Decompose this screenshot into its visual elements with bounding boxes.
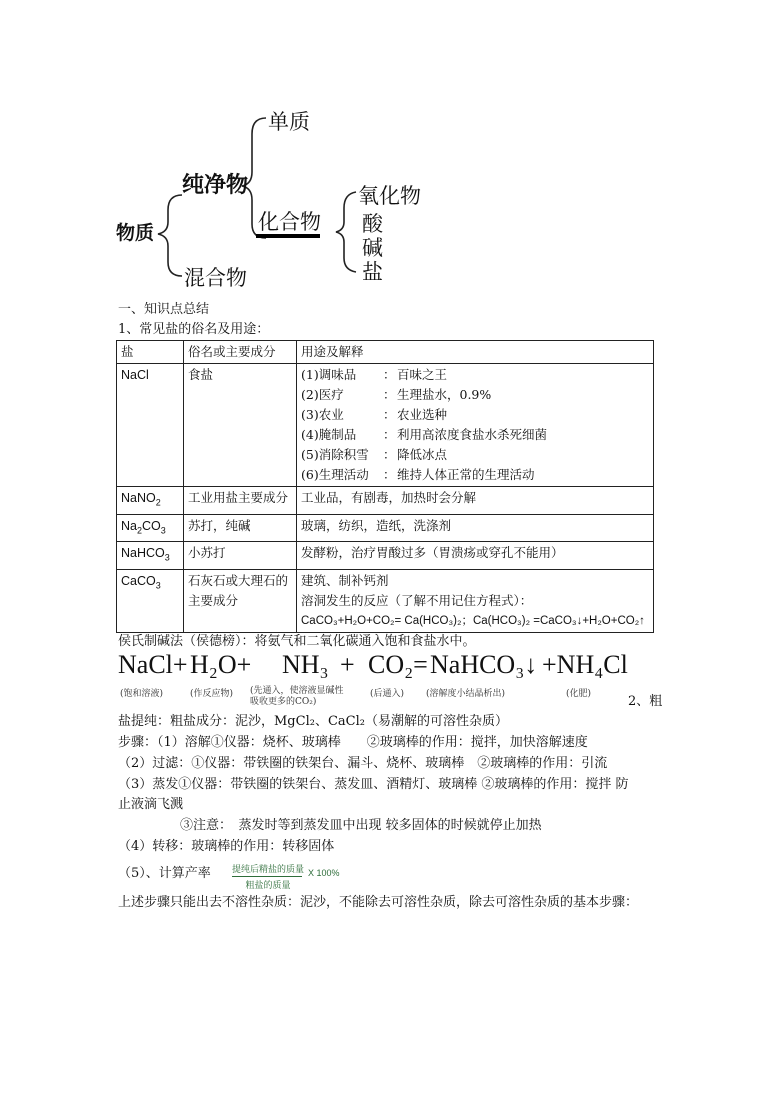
tree-element: 单质 <box>268 110 310 134</box>
cell-caco3-alias: 石灰石或大理石的主要成分 <box>184 569 297 632</box>
brace-root <box>158 195 182 276</box>
step-yield: （5）、计算产率 <box>118 866 211 881</box>
formula-sub: 3 <box>160 525 166 535</box>
cell-nano2 <box>117 487 184 515</box>
cell-na2co3 <box>117 514 184 542</box>
salt-table <box>116 340 654 633</box>
step-evaporate-note: ③注意： 蒸发时等到蒸发皿中出现 较多固体的时候就停止加热 <box>180 818 542 833</box>
note-reactant: (作反应物) <box>190 689 234 699</box>
use-row <box>301 405 649 425</box>
cell-na2co3-alias: 苏打，纯碱 <box>184 514 297 542</box>
step-transfer: （4）转移：玻璃棒的作用：转移固体 <box>118 839 335 854</box>
use-value: 生理盐水，0.9% <box>397 387 492 402</box>
cell-nacl-alias: 食盐 <box>184 364 297 487</box>
note-later: (后通入) <box>370 689 405 699</box>
table-header-row <box>117 341 654 364</box>
use-sep: ： <box>383 407 396 422</box>
eq-nh4cl: +NH₄Cl <box>542 650 628 679</box>
use-row <box>301 365 649 385</box>
caco3-use-1: 建筑、制补钙剂 <box>301 572 389 588</box>
fraction-bar <box>232 876 302 877</box>
eq-co2: CO₂= <box>368 650 428 679</box>
tree-compound: 化合物 <box>258 210 321 234</box>
cell-nahco3 <box>117 542 184 570</box>
table-row-nacl <box>117 364 654 487</box>
formula-main: NaNO <box>121 491 156 505</box>
cell-nacl-uses <box>297 364 654 487</box>
formula-sub: 2 <box>136 525 142 535</box>
purify-intro: 盐提纯：粗盐成分：泥沙，MgCl₂、CaCl₂（易潮解的可溶性杂质） <box>118 714 508 729</box>
use-value: 维持人体正常的生理活动 <box>397 467 535 482</box>
use-key: (2)医疗 <box>301 387 344 402</box>
use-row <box>301 385 649 405</box>
header-salt: 盐 <box>117 341 184 364</box>
use-key: (4)腌制品 <box>301 427 357 442</box>
caco3-use-2: 溶洞发生的反应（了解不用记住方程式）： <box>301 592 533 608</box>
use-sep: ： <box>383 367 396 382</box>
caco3-equation: CaCO₃+H₂O+CO₂= Ca(HCO₃)₂；Ca(HCO₃)₂ =CaCO₃↓+H₂O+CO₂↑ <box>301 614 645 627</box>
eq-plus: + <box>340 650 355 679</box>
use-value: 利用高浓度食盐水杀死细菌 <box>397 427 548 442</box>
cell-nano2-alias: 工业用盐主要成分 <box>184 487 297 515</box>
step-evaporate: （3）蒸发①仪器：带铁圈的铁架台、蒸发皿、酒精灯、玻璃棒 ②玻璃棒的作用：搅拌 防 <box>118 777 629 792</box>
yield-numerator: 提纯后精盐的质量 <box>232 865 305 875</box>
table-row-caco3 <box>117 569 654 632</box>
formula-main: CaCO <box>121 573 156 588</box>
note-fertilizer: (化肥) <box>566 689 592 699</box>
use-key: (1)调味品 <box>301 367 357 382</box>
tree-kind-acid: 酸 <box>362 212 383 236</box>
eq-nahco3: NaHCO₃↓ <box>430 650 538 679</box>
formula-sub: 3 <box>164 552 170 563</box>
tree-kind-oxide: 氧化物 <box>358 184 421 208</box>
table-row-na2co3 <box>117 514 654 542</box>
sub-title: 1、常见盐的俗名及用途： <box>118 322 270 337</box>
formula-sub: 3 <box>155 580 161 590</box>
cell-caco3 <box>117 569 184 632</box>
use-sep: ： <box>383 387 396 402</box>
table-row-nahco3 <box>117 542 654 570</box>
use-row <box>301 425 649 445</box>
note-crystal: (溶解度小结晶析出) <box>426 689 506 699</box>
purify-number: 2、粗 <box>628 694 663 709</box>
use-sep: ： <box>383 447 396 462</box>
yield-percent: X 100% <box>308 868 340 878</box>
tree-pure: 纯净物 <box>182 172 249 198</box>
formula-part: CO <box>142 518 161 533</box>
step-evaporate-cont: 止液滴飞溅 <box>118 797 184 812</box>
cell-nahco3-alias: 小苏打 <box>184 542 297 570</box>
use-key: (6)生理活动 <box>301 467 369 482</box>
cell-na2co3-use: 玻璃，纺织，造纸，洗涤剂 <box>297 514 654 542</box>
header-uses: 用途及解释 <box>297 341 654 364</box>
cell-nacl: NaCl <box>117 364 184 487</box>
header-alias: 俗名或主要成分 <box>184 341 297 364</box>
use-row <box>301 445 649 465</box>
table-row-nano2 <box>117 487 654 515</box>
section-title: 一、知识点总结 <box>118 302 210 317</box>
yield-denominator: 粗盐的质量 <box>245 881 291 891</box>
eq-nh3: NH₃ <box>282 650 329 679</box>
eq-h2o: H₂O+ <box>190 650 252 679</box>
cell-caco3-use <box>297 569 654 632</box>
hou-line: 侯氏制碱法（侯德榜）：将氨气和二氧化碳通入饱和食盐水中。 <box>118 634 476 649</box>
tree-mixture: 混合物 <box>184 266 247 290</box>
use-sep: ： <box>383 467 396 482</box>
eq-nacl: NaCl+ <box>118 650 188 679</box>
use-key: (3)农业 <box>301 407 344 422</box>
tree-kind-base: 碱 <box>362 236 383 260</box>
note-saturated: (饱和溶液) <box>120 689 164 699</box>
use-sep: ： <box>383 427 396 442</box>
cell-nano2-use: 工业品，有剧毒，加热时会分解 <box>297 487 654 515</box>
step-dissolve: 步骤：（1）溶解①仪器：烧杯、玻璃棒 ②玻璃棒的作用：搅拌，加快溶解速度 <box>118 735 588 750</box>
brace-compound <box>336 192 356 272</box>
formula-part: Na <box>121 518 137 533</box>
tree-root: 物质 <box>116 222 155 244</box>
use-row <box>301 465 649 485</box>
formula-sub: 2 <box>155 497 161 508</box>
use-value: 降低冰点 <box>397 447 448 462</box>
cell-nahco3-use: 发酵粉，治疗胃酸过多（胃溃疡或穿孔不能用） <box>297 542 654 570</box>
tree-kind-salt: 盐 <box>362 260 383 284</box>
use-value: 百味之王 <box>397 367 448 382</box>
use-value: 农业选种 <box>397 407 448 422</box>
formula-main: NaHCO <box>121 546 165 560</box>
yield-formula <box>232 862 304 891</box>
last-line: 上述步骤只能出去不溶性杂质：泥沙，不能除去可溶性杂质，除去可溶性杂质的基本步骤： <box>118 895 639 910</box>
note-first: (先通入，使溶液显碱性吸收更多的CO₂) <box>250 686 344 707</box>
classification-tree <box>0 0 780 300</box>
use-key: (5)消除积雪 <box>301 447 369 462</box>
step-filter: （2）过滤：①仪器：带铁圈的铁架台、漏斗、烧杯、玻璃棒 ②玻璃棒的作用：引流 <box>118 756 608 771</box>
